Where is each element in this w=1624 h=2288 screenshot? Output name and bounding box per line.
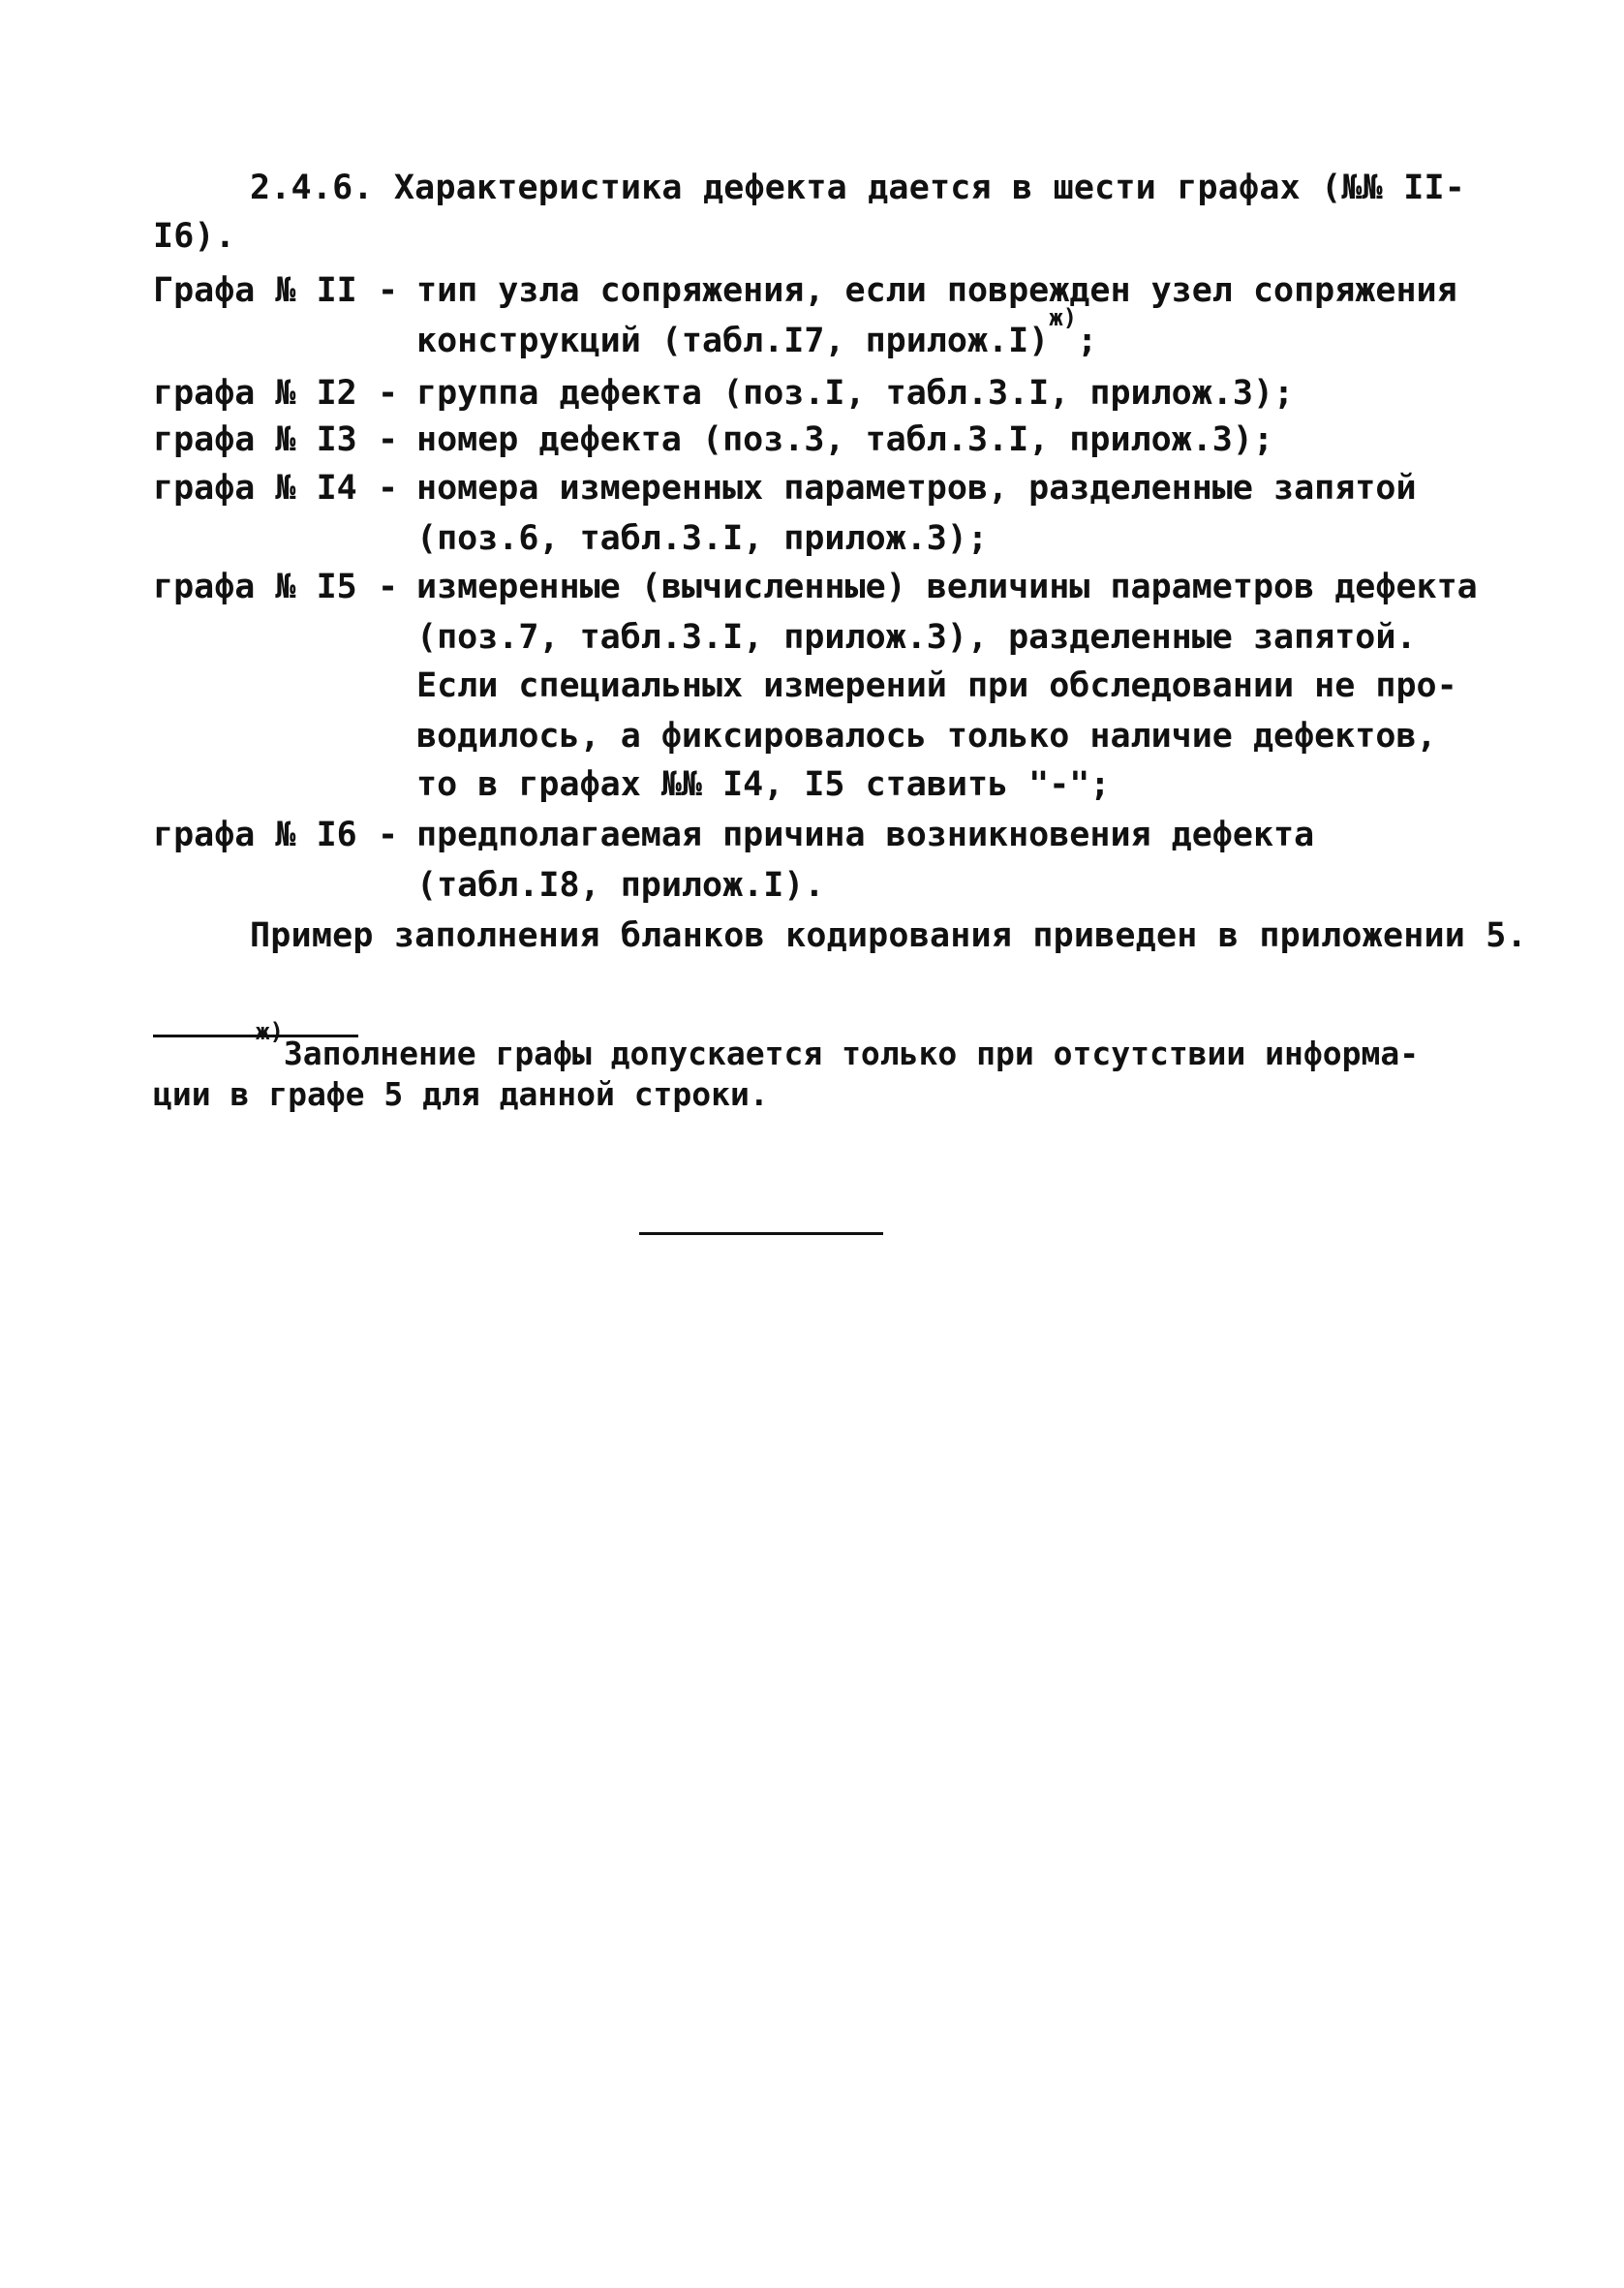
entry-desc-15-line-5: то в графах №№ I4, I5 ставить "-"; [416, 765, 1111, 804]
footnote-line-1-text: Заполнение графы допускается только при отсутствии информа- [283, 1035, 1420, 1072]
section-heading-line-2: I6). [153, 217, 236, 256]
entry-dash-12: - [378, 374, 399, 413]
entry-label-14: графа № I4 [153, 469, 357, 508]
entry-desc-16-line-2: (табл.I8, прилож.I). [416, 866, 825, 905]
entry-desc-11-tail: ; [1077, 322, 1098, 360]
footnote-line-2: ции в графе 5 для данной строки. [153, 1075, 769, 1113]
end-of-section-rule [639, 1232, 883, 1235]
entry-desc-15-line-4: водилось, а фиксировалось только наличие дефектов, [416, 717, 1437, 756]
entry-desc-11-line-1: тип узла сопряжения, если поврежден узел сопряжения [416, 271, 1457, 310]
entry-desc-16-line-1: предполагаемая причина возникновения дефекта [416, 816, 1315, 854]
entry-label-15: графа № I5 [153, 568, 357, 606]
footnote-reference-mark: ж) [1049, 304, 1078, 332]
entry-dash-11: - [378, 271, 399, 310]
entry-desc-15-line-2: (поз.7, табл.3.I, прилож.3), разделенные запятой. [416, 618, 1417, 657]
footnote-line-1 [256, 1018, 1420, 1072]
entry-desc-15-line-3: Если специальных измерений при обследовании не про- [416, 666, 1457, 705]
entry-desc-15-line-1: измеренные (вычисленные) величины параметров дефекта [416, 568, 1478, 606]
entry-desc-12-line-1: группа дефекта (поз.I, табл.3.I, прилож.3); [416, 374, 1295, 413]
entry-dash-13: - [378, 420, 399, 459]
entry-desc-11-line-2-text: конструкций (табл.I7, прилож.I) [416, 322, 1050, 360]
entry-dash-15: - [378, 568, 399, 606]
entry-label-16: графа № I6 [153, 816, 357, 854]
closing-sentence: Пример заполнения бланков кодирования приведен в приложении 5. [250, 916, 1527, 955]
entry-label-12: графа № I2 [153, 374, 357, 413]
entry-desc-11-line-2 [416, 304, 1098, 362]
entry-desc-14-line-2: (поз.6, табл.3.I, прилож.3); [416, 519, 989, 558]
footnote-mark: ж) [256, 1018, 284, 1045]
entry-dash-14: - [378, 469, 399, 508]
entry-dash-16: - [378, 816, 399, 854]
section-heading-line-1: 2.4.6. Характеристика дефекта дается в шести графах (№№ II- [250, 169, 1466, 207]
entry-label-13: графа № I3 [153, 420, 357, 459]
entry-desc-14-line-1: номера измеренных параметров, разделенные запятой [416, 469, 1417, 508]
entry-label-11: Графа № II [153, 271, 357, 310]
entry-desc-13-line-1: номер дефекта (поз.3, табл.3.I, прилож.3); [416, 420, 1274, 459]
